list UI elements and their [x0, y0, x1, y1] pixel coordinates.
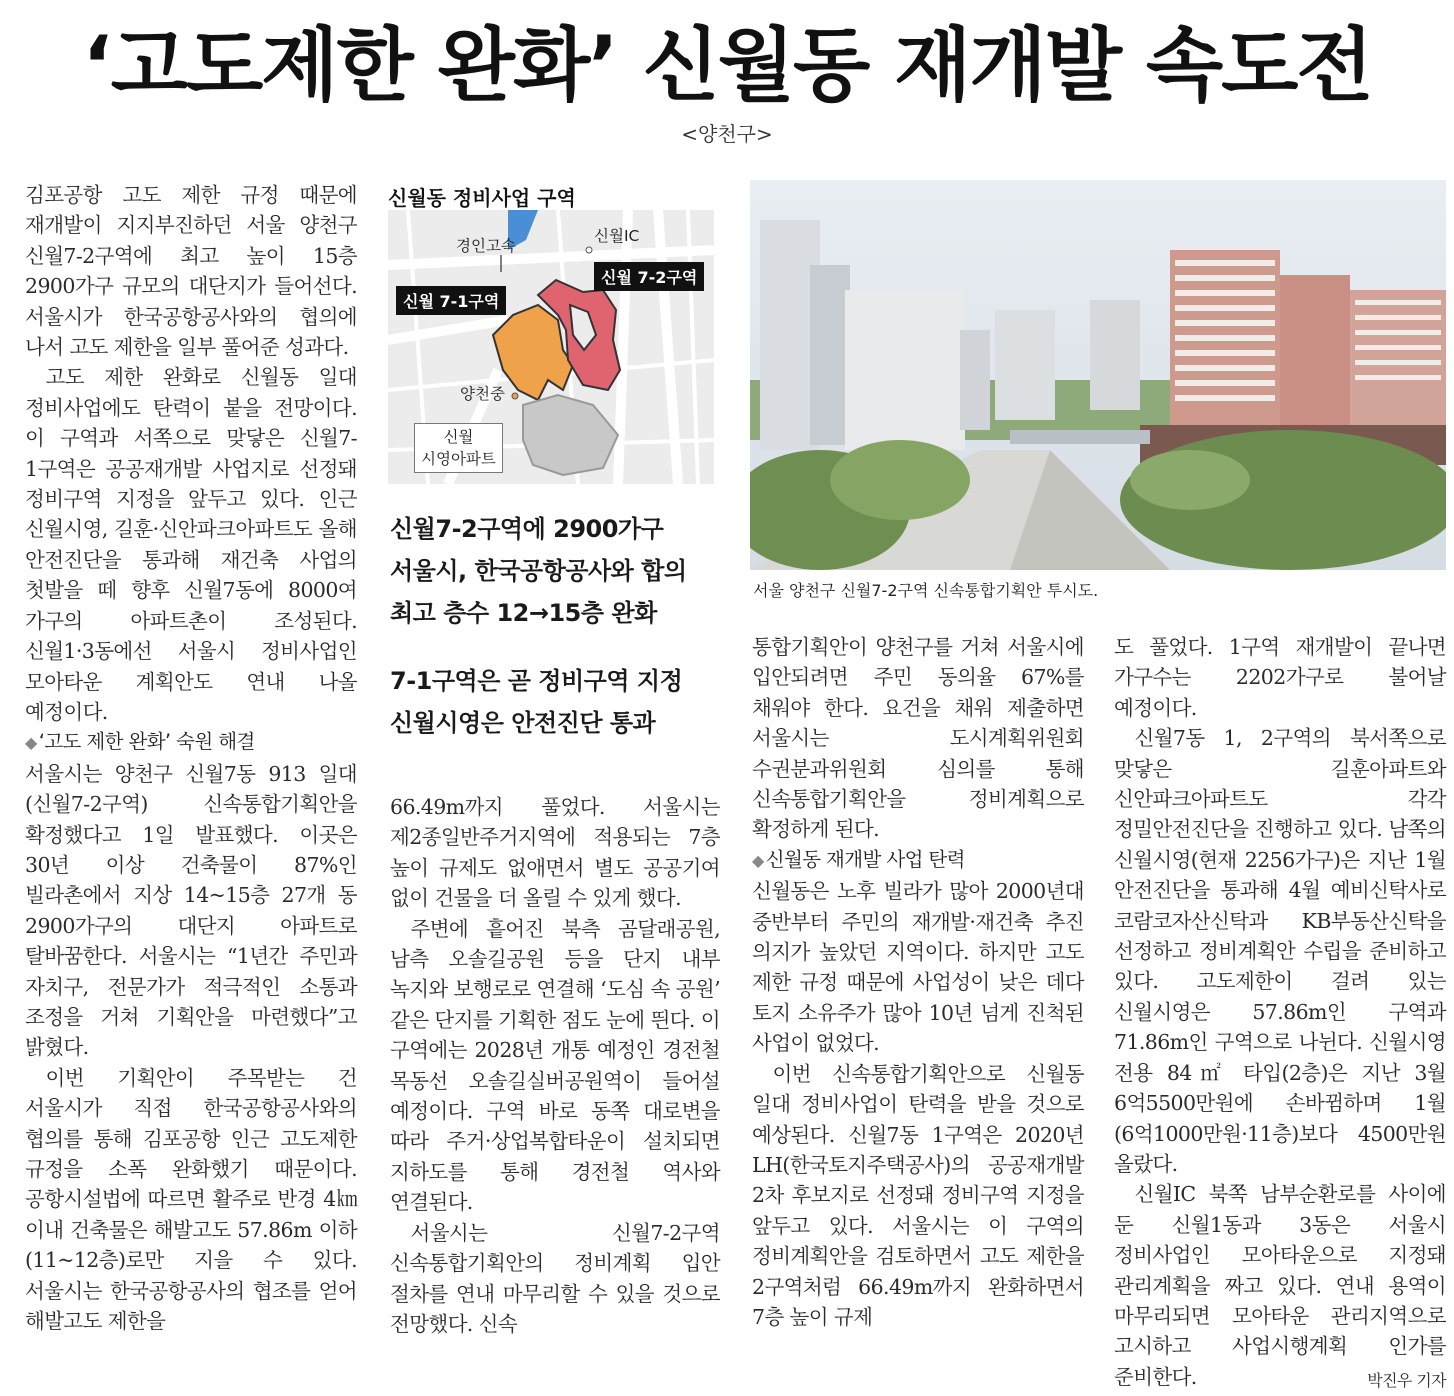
paragraph: 김포공항 고도 제한 규정 때문에 재개발이 지지부진하던 서울 양천구 신월7-2구역에 최고 높이 15층 2900가구 규모의 대단지가 들어선다. 서울시가 한국공항공사와의 협의에 나서 고도 제한을 일부 풀어준 성과다. — [25, 183, 357, 360]
deck-group-2: 7-1구역은 곧 정비구역 지정 신월시영은 안전진단 통과 — [390, 667, 683, 737]
paragraph: 66.49m까지 풀었다. 서울시는 제2종일반주거지역에 적용되는 7층 높이 규제도 없애면서 별도 공공기여 없이 건물을 더 올릴 수 있게 했다. — [390, 795, 720, 911]
region-label: <양천구> — [681, 122, 773, 146]
zone-map — [388, 210, 714, 484]
paragraph: 통합기획안이 양천구를 거쳐 서울시에 입안되려면 주민 동의율 67%를 채워야 한다. 요건을 채워 제출하면 서울시는 도시계획위원회 수권분과위원회 심의를 통해 신속통합기획안을 정비계획으로 확정하게 된다. — [752, 635, 1084, 842]
sinwol-apt-area — [523, 395, 618, 475]
paragraph: 서울시는 양천구 신월7동 913 일대(신월7-2구역) 신속통합기획안을 확정했다고 1일 발표했다. 이곳은 30년 이상 건축물이 87%인 빌라촌에서 지상 14~15층 27개 동 2900가구의 대단지 아파트로 탈바꿈한다. 서울시는 “1년간 주민과 자치구, 전문가가 적극적인 소통과 조정을 거쳐 기획안을 마련했다”고 밝혔다. — [25, 761, 357, 1060]
rendering-photo — [750, 180, 1446, 570]
diamond-bullet-icon: ◆ — [25, 733, 37, 753]
diamond-bullet-icon: ◆ — [752, 850, 764, 870]
article-column-2 — [390, 792, 720, 1339]
photo-caption: 서울 양천구 신월7-2구역 신속통합기획안 투시도. — [753, 581, 1099, 600]
subheading — [25, 727, 357, 758]
article-column-4 — [1114, 632, 1446, 1396]
tag-zone-7-1: 신월 7-1구역 — [396, 286, 506, 315]
article-column-1 — [25, 180, 357, 1336]
label-gyeongin: 경인고속 — [456, 237, 516, 255]
subheading-text: 신월동 재개발 사업 탄력 — [765, 847, 965, 871]
byline: 박진우 기자 — [1367, 1370, 1446, 1390]
paragraph: 신월IC 북쪽 남부순환로를 사이에 둔 신월1동과 3동은 서울시 정비사업인 모아타운으로 지정돼 관리계획을 짜고 있다. 연내 용역이 마무리되면 모아타운 관리지역으로 고시하고 사업시행계획 인가를 준비한다. 박진우 기자 — [1114, 1179, 1446, 1392]
paragraph: 주변에 흩어진 북측 곰달래공원, 남측 오솔길공원 등을 단지 내부 녹지와 보행로로 연결해 ‘도심 속 공원’ 같은 단지를 기획한 점도 눈에 띈다. 이 구역에는 2028년 개통 예정인 경전철 목동선 오솔길실버공원역이 들어설 예정이다. 구역 바로 동쪽 대로변을 따라 주거·상업복합타운이 설치되면 지하도를 통해 경전철 역사와 연결된다. — [390, 916, 720, 1215]
subheading — [752, 845, 1084, 876]
subheading-text: ‘고도 제한 완화’ 숙원 해결 — [38, 730, 255, 754]
paragraph: 이번 신속통합기획안으로 신월동 일대 정비사업이 탄력을 받을 것으로 예상된다. 신월7동 1구역은 2020년 LH(한국토지주택공사)의 공공재개발 2차 후보지로 선정돼 정비구역 지정을 앞두고 있다. 서울시는 이 구역의 정비계획안을 검토하면서 고도 제한을 2구역처럼 66.49m까지 완화하면서 7층 높이 규제 — [752, 1061, 1084, 1329]
paragraph: 서울시는 신월7-2구역 신속통합기획안의 정비계획 입안 절차를 연내 마무리할 수 있을 것으로 전망했다. 신속 — [390, 1220, 720, 1336]
label-sinwol-apt: 신월 시영아파트 — [414, 423, 503, 473]
paragraph: 이번 기획안이 주목받는 건 서울시가 직접 한국공항공사와의 협의를 통해 김포공항 인근 고도제한 규정을 소폭 완화했기 때문이다. 공항시설법에 따르면 활주로 반경 4㎞ 이내 건축물은 해발고도 57.86m 이하(11~12층)로만 지을 수 있다. 서울시는 한국공항공사의 협조를 얻어 해발고도 제한을 — [25, 1065, 357, 1334]
headline: ‘고도제한 완화’ 신월동 재개발 속도전 — [82, 19, 1372, 112]
label-yangcheon-ms: 양천중 — [460, 385, 505, 403]
article-column-3 — [752, 632, 1084, 1332]
map-title: 신월동 정비사업 구역 — [388, 186, 576, 210]
deck-group-1: 신월7-2구역에 2900가구 서울시, 한국공항공사와 합의 최고 층수 12→15층 완화 — [390, 515, 687, 627]
paragraph: 신월7동 1, 2구역의 북서쪽으로 맞닿은 길훈아파트와 신안파크아파트도 각각 정밀안전진단을 진행하고 있다. 남쪽의 신월시영(현재 2256가구)은 지난 1월 안전진단을 통과해 4월 예비신탁사로 코람코자산신탁과 KB부동산신탁을 선정하고 정비계획안 수립을 준비하고 있다. 고도제한이 걸려 있는 신월시영은 57.86m인 구역과 71.86m인 구역으로 나뉜다. 신월시영 전용 84㎡ 타입(2층)은 지난 3월 6억5500만원에 손바뀜하며 1월(6억1000만원·11층)보다 4500만원 올랐다. — [1114, 726, 1446, 1176]
tag-zone-7-2: 신월 7-2구역 — [594, 262, 704, 291]
label-sinwol-ic: 신월IC — [594, 227, 640, 245]
paragraph: 신월동은 노후 빌라가 많아 2000년대 중반부터 주민의 재개발·재건축 추진 의지가 높았던 지역이다. 하지만 고도 제한 규정 때문에 사업성이 낮은 데다 토지 소유주가 많아 10년 넘게 진척된 사업이 없었다. — [752, 879, 1084, 1056]
paragraph: 도 풀었다. 1구역 재개발이 끝나면 가구수는 2202가구로 불어날 예정이다. — [1114, 635, 1446, 720]
paragraph: 고도 제한 완화로 신월동 일대 정비사업에도 탄력이 붙을 전망이다. 이 구역과 서쪽으로 맞닿은 신월7-1구역은 공공재개발 사업지로 선정돼 정비구역 지정을 앞두고 있다. 인근 신월시영, 길훈·신안파크아파트도 올해 안전진단을 통과해 재건축 사업의 첫발을 떼 향후 신월7동에 8000여 가구의 아파트촌이 조성된다. 신월1·3동에선 서울시 정비사업인 모아타운 계획안도 연내 나올 예정이다. — [25, 365, 357, 724]
